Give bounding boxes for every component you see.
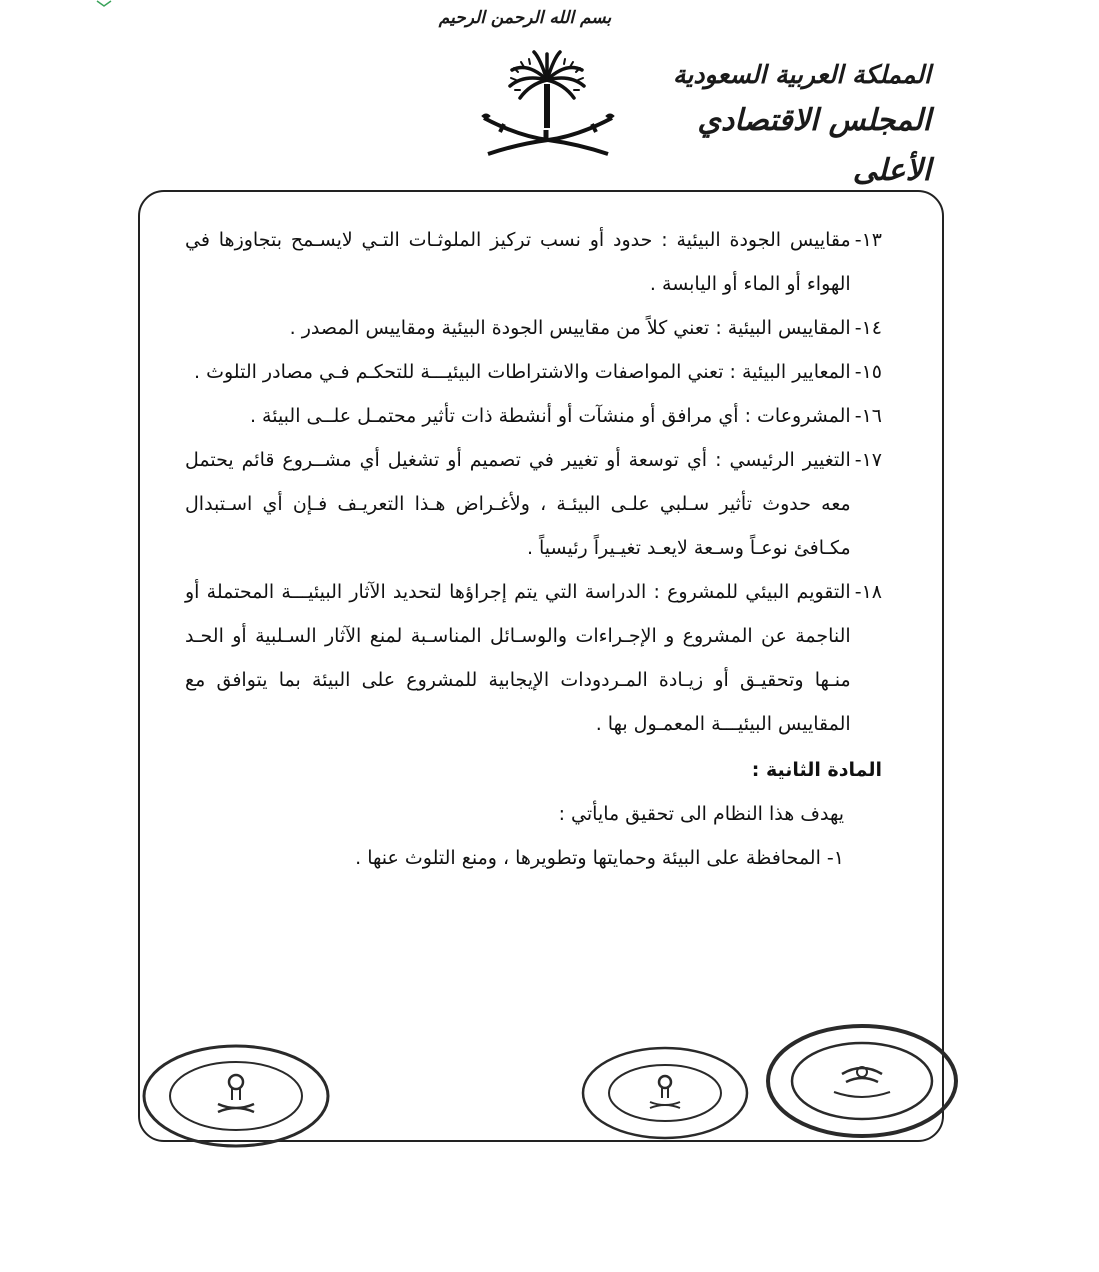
definition-text: مقاييس الجودة البيئية : حدود أو نسب تركيز الملوثـات التـي لايسـمح بتجاوزها في الهواء أو الماء أو اليابسة . <box>185 229 851 295</box>
definition-item <box>185 394 882 438</box>
council-name: المجلس الاقتصادي الأعلى <box>697 103 931 188</box>
definition-text: التغيير الرئيسي : أي توسعة أو تغيير في تصميم أو تشغيل أي مشــروع قائم يحتمل معه حدوث تأثير سـلبي علـى البيئـة ، ولأغـراض هـذا التعريـف فـإن أي اسـتبدال مكـافئ نوعـاً وسـعة لايعـد تغيـيراً رئيسياً . <box>185 449 851 559</box>
definition-item <box>185 306 882 350</box>
definition-number: ١٥- <box>854 361 882 383</box>
definition-item <box>185 570 882 746</box>
basmala: بسم الله الرحمن الرحيم <box>438 8 612 28</box>
definition-number: ١٤- <box>854 317 882 339</box>
definition-number: ١٣- <box>854 229 882 251</box>
kingdom-name: المملكة العربية السعودية <box>672 60 931 89</box>
definition-text: التقويم البيئي للمشروع : الدراسة التي يتم إجراؤها لتحديد الآثار البيئيـــة المحتملة أو الناجمة عن المشروع و الإجـراءات والوسـائل المناسـبة لمنع الآثار السـلبية أو الحـد منـها وتحقيـق أو زيـادة المـردودات الإيجابية للمشروع على البيئة بما يتوافق مع المقاييس البيئيـــة المعمـول بها . <box>185 581 851 735</box>
article-intro: يهدف هذا النظام الى تحقيق مايأتي : <box>558 803 844 825</box>
cabinet-presidency-seal-stamp <box>764 1022 960 1140</box>
corner-mark <box>96 0 112 8</box>
saudi-emblem-icon <box>478 44 618 168</box>
council-seal-stamp <box>140 1042 332 1150</box>
definition-text: المعايير البيئية : تعني المواصفات والاشتراطات البيئيـــة للتحكـم فـي مصادر التلوث . <box>194 361 851 383</box>
article-item: ١- المحافظة على البيئة وحمايتها وتطويرها ، ومنع التلوث عنها . <box>355 847 844 869</box>
definition-number: ١٧- <box>854 449 882 471</box>
document-body <box>185 218 882 880</box>
definition-item <box>185 350 882 394</box>
cabinet-secretariat-seal-stamp <box>580 1044 750 1142</box>
article-heading: المادة الثانية : <box>751 759 882 781</box>
definition-number: ١٦- <box>854 405 882 427</box>
definition-text: المشروعات : أي مرافق أو منشآت أو أنشطة ذات تأثير محتمـل علــى البيئة . <box>249 405 851 427</box>
definition-text: المقاييس البيئية : تعني كلاً من مقاييس الجودة البيئية ومقاييس المصدر . <box>289 317 851 339</box>
definition-number: ١٨- <box>854 581 882 603</box>
header-organization <box>641 54 931 196</box>
definition-item <box>185 218 882 306</box>
definition-item <box>185 438 882 570</box>
